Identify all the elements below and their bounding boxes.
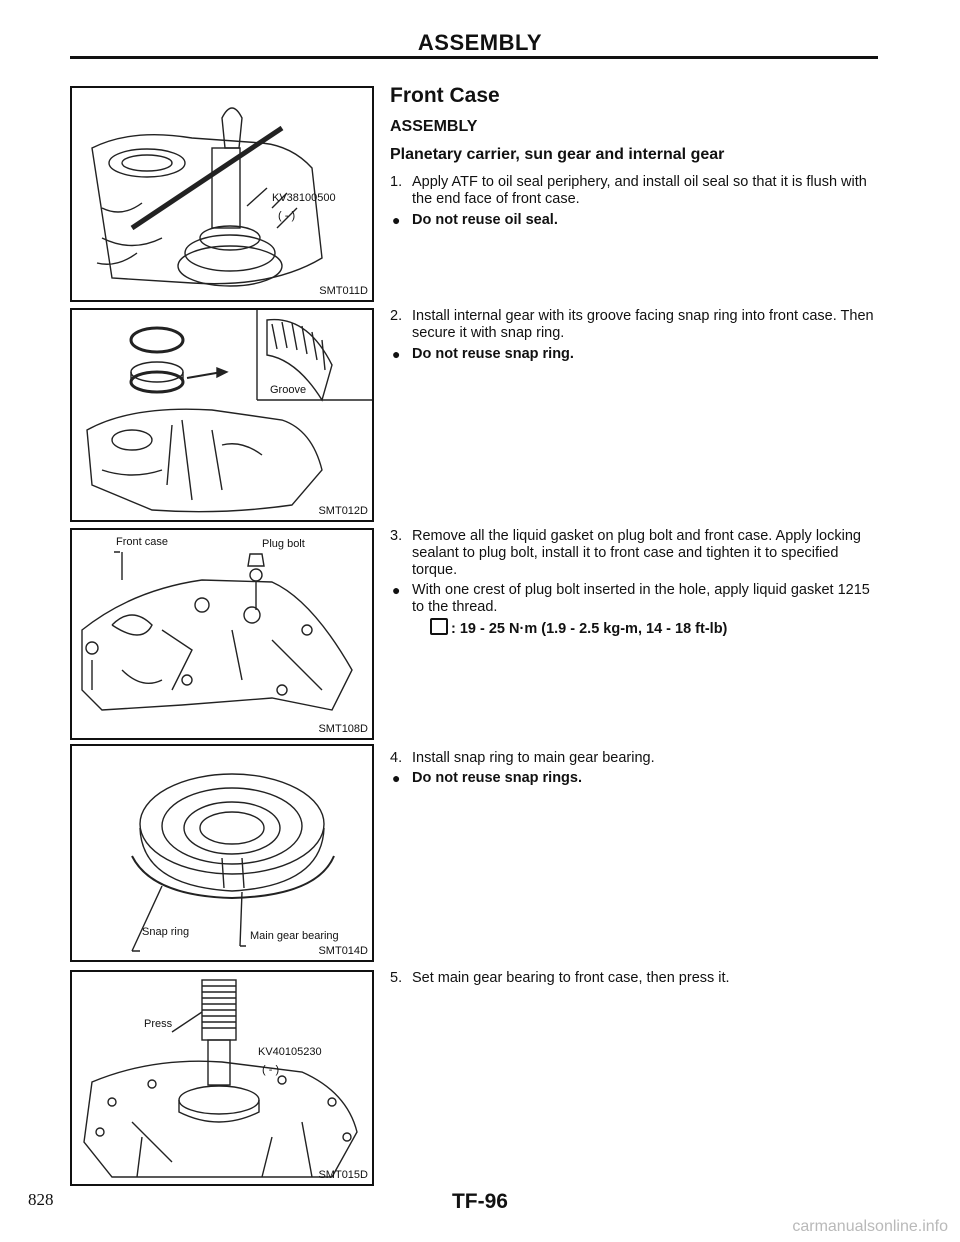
internal-gear-illustration <box>72 310 372 520</box>
figure-internal-gear <box>70 308 374 522</box>
figure-code: SMT015D <box>318 1169 368 1181</box>
main-gear-bearing-illustration <box>72 746 372 960</box>
figure-code: SMT012D <box>318 505 368 517</box>
step-3 <box>390 528 880 579</box>
page-title: ASSEMBLY <box>417 30 543 55</box>
step-number: 4. <box>390 750 403 766</box>
press-label: Press <box>144 1018 173 1030</box>
figure-code: SMT011D <box>319 285 368 297</box>
page-number: 828 <box>28 1190 54 1209</box>
step-number: 3. <box>390 528 403 544</box>
watermark: carmanualsonline.info <box>792 1218 948 1235</box>
snap-ring-label: Snap ring <box>142 926 190 938</box>
step-text: Install internal gear with its groove facing snap ring into front case. Then secure it with snap ring. <box>412 308 874 341</box>
torque-spec <box>430 618 727 637</box>
step-1 <box>390 174 880 208</box>
figure-main-gear-bearing <box>70 744 374 962</box>
plug-bolt-illustration <box>72 530 372 738</box>
step-2-note <box>390 346 880 363</box>
step-text: Apply ATF to oil seal periphery, and install oil seal so that it is flush with the end face of front case. <box>412 174 867 207</box>
figure-code: SMT108D <box>318 723 368 735</box>
note-text: Do not reuse snap ring. <box>412 346 574 362</box>
section-subtitle: ASSEMBLY <box>390 118 478 135</box>
header-rule <box>70 56 878 59</box>
step-3-note <box>390 582 880 616</box>
front-case-label: Front case <box>116 536 168 548</box>
step-text: Remove all the liquid gasket on plug bolt and front case. Apply locking sealant to plug bolt, install it to front case and tighten it to specified torque. <box>412 528 861 578</box>
step-number: 5. <box>390 970 403 986</box>
section-heading: Planetary carrier, sun gear and internal gear <box>390 146 725 163</box>
figure-oil-seal-install <box>70 86 374 302</box>
step-number: 1. <box>390 174 403 190</box>
bullet-icon: ● <box>392 770 401 786</box>
tool-number-label: KV38100500 <box>272 192 336 204</box>
figure-press-bearing <box>70 970 374 1186</box>
bullet-icon: ● <box>392 346 401 362</box>
step-text: Set main gear bearing to front case, then press it. <box>412 970 730 986</box>
tool-number-blank-label: ( - ) <box>262 1064 280 1076</box>
torque-icon <box>430 618 448 635</box>
step-2 <box>390 308 880 342</box>
page-code: TF-96 <box>451 1190 508 1213</box>
figure-plug-bolt <box>70 528 374 740</box>
step-4-note <box>390 770 880 787</box>
figure-code: SMT014D <box>318 945 368 957</box>
press-bearing-illustration <box>72 972 372 1184</box>
bullet-icon: ● <box>392 582 401 598</box>
main-gear-bearing-label: Main gear bearing <box>250 930 339 942</box>
bullet-icon: ● <box>392 212 401 228</box>
step-4 <box>390 750 880 767</box>
step-5 <box>390 970 880 987</box>
note-text: Do not reuse snap rings. <box>412 770 582 786</box>
groove-label: Groove <box>270 384 307 396</box>
section-title: Front Case <box>390 84 500 107</box>
step-text: Install snap ring to main gear bearing. <box>412 750 655 766</box>
torque-value: : 19 - 25 N·m (1.9 - 2.5 kg-m, 14 - 18 ft-lb) <box>451 621 728 637</box>
note-text: With one crest of plug bolt inserted in the hole, apply liquid gasket 1215 to the thread. <box>412 582 870 615</box>
step-number: 2. <box>390 308 403 324</box>
plug-bolt-label: Plug bolt <box>262 538 305 550</box>
tool-number-label: KV40105230 <box>258 1046 322 1058</box>
tool-number-blank-label: ( - ) <box>278 210 296 222</box>
note-text: Do not reuse oil seal. <box>412 212 558 228</box>
step-1-note <box>390 212 880 229</box>
